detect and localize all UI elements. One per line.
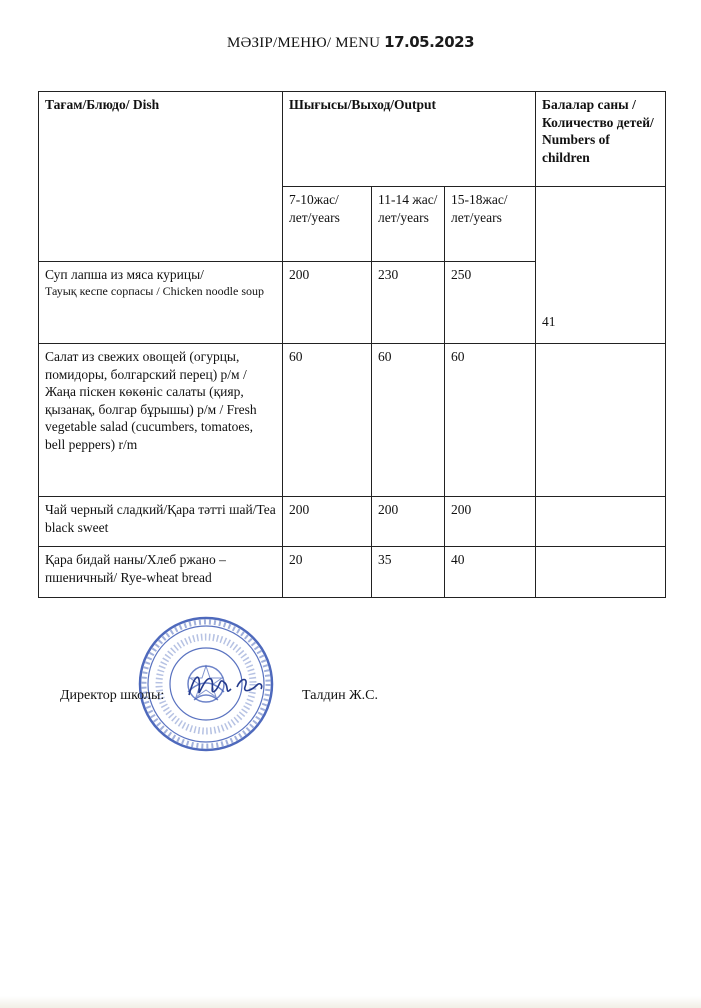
output-7-10: 20 (283, 547, 372, 598)
output-7-10: 60 (283, 344, 372, 497)
director-name: Талдин Ж.С. (302, 688, 379, 703)
dish-name: Қара бидай наны/Хлеб ржано – пшеничный/ Rye-wheat bread (39, 547, 283, 598)
output-15-18: 250 (445, 262, 536, 344)
dish-cell (39, 262, 283, 344)
output-7-10: 200 (283, 262, 372, 344)
output-11-14: 200 (372, 497, 445, 547)
page-title (0, 33, 701, 52)
children-count: 41 (542, 314, 556, 330)
children-empty-cell (536, 497, 666, 547)
director-signature (185, 665, 265, 705)
children-count-cell (536, 187, 666, 344)
output-11-14: 60 (372, 344, 445, 497)
signature-line (60, 688, 379, 704)
children-empty-cell (536, 344, 666, 497)
page-edge (0, 996, 701, 1008)
children-column-header: Балалар саны /Количество детей/ Numbers of children (536, 92, 666, 187)
dish-name-translations: Тауық кеспе сорпасы / Chicken noodle soup (45, 283, 264, 298)
table-row (39, 344, 666, 497)
age-group-15-18: 15-18жас/лет/years (445, 187, 536, 262)
menu-title: МӘЗІР/МЕНЮ/ MENU (226, 35, 381, 51)
menu-table (38, 91, 666, 598)
menu-date: 17.05.2023 (384, 33, 475, 51)
output-11-14: 35 (372, 547, 445, 598)
age-group-11-14: 11-14 жас/лет/years (372, 187, 445, 262)
table-header-row (39, 92, 666, 187)
dish-name: Салат из свежих овощей (огурцы, помидоры, болгарский перец) р/м / Жаңа піскен көкөніс салаты (қияр, қызанақ, болгар бұрышы) р/м / Fresh vegetable salad (cucumbers, tomatoes, bell peppers) r/m (39, 344, 283, 497)
output-15-18: 60 (445, 344, 536, 497)
age-group-7-10: 7-10жас/лет/years (283, 187, 372, 262)
table-row (39, 547, 666, 598)
dish-name: Суп лапша из мяса курицы/ (45, 267, 204, 282)
dish-column-header: Тағам/Блюдо/ Dish (39, 92, 283, 262)
output-15-18: 200 (445, 497, 536, 547)
output-15-18: 40 (445, 547, 536, 598)
output-11-14: 230 (372, 262, 445, 344)
table-row (39, 497, 666, 547)
output-7-10: 200 (283, 497, 372, 547)
dish-name: Чай черный сладкий/Қара тәтті шай/Tea black sweet (39, 497, 283, 547)
children-empty-cell (536, 547, 666, 598)
output-column-header: Шығысы/Выход/Output (283, 92, 536, 187)
director-label: Директор школы: (60, 688, 165, 703)
